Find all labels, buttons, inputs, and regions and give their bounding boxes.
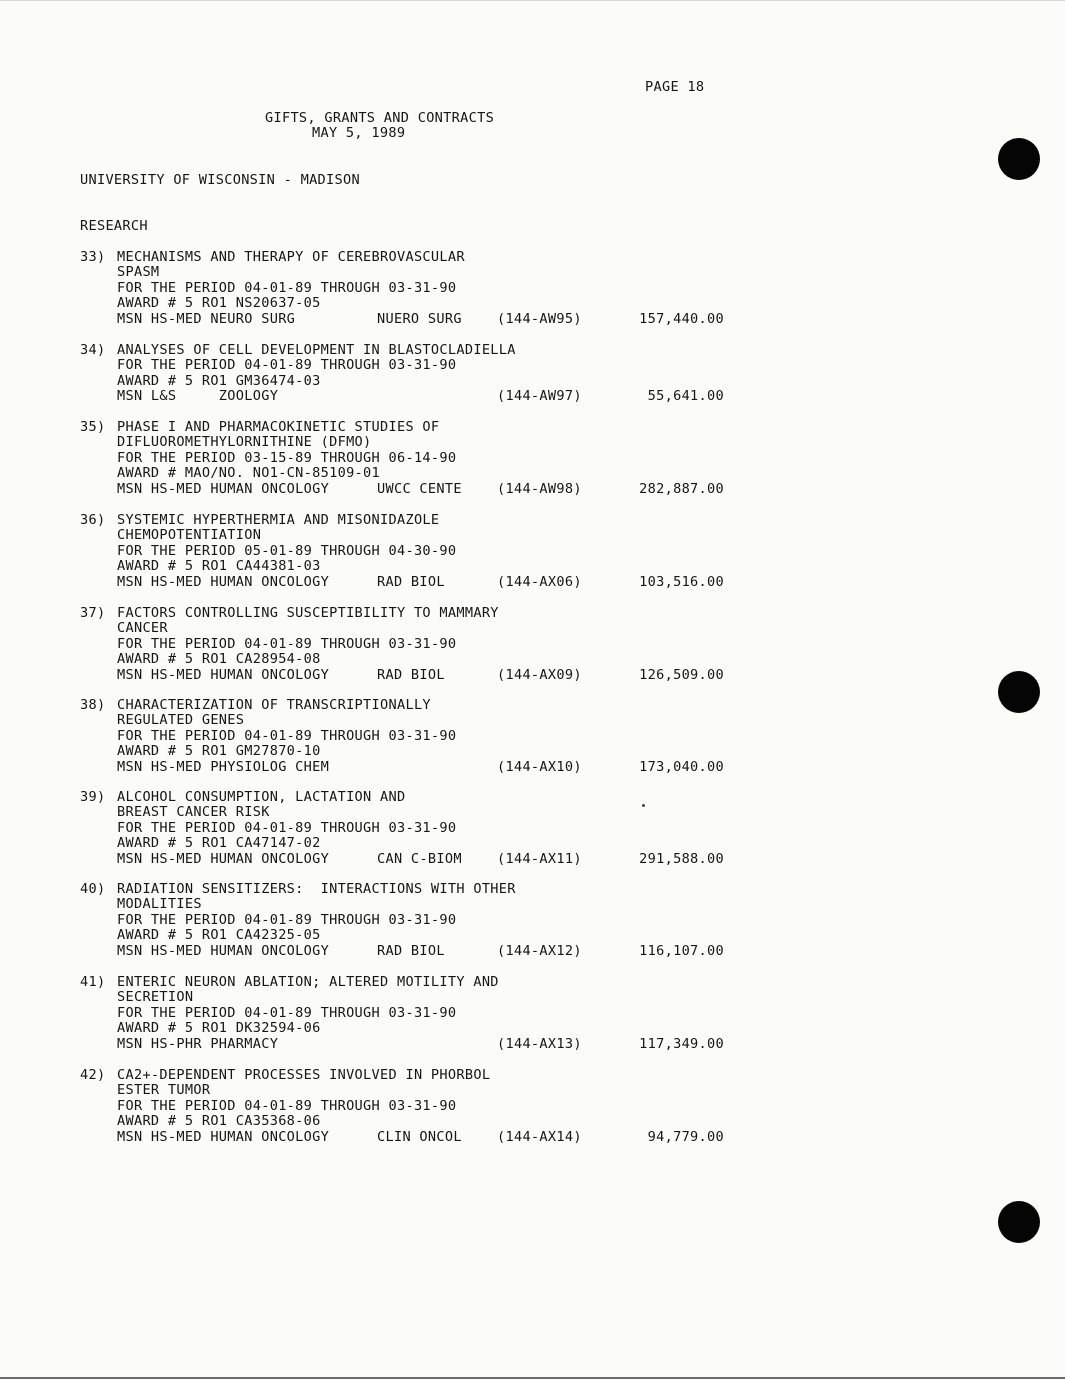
entry-award-number: AWARD # 5 RO1 CA28954-08 <box>117 651 321 668</box>
entry-amount: 116,107.00 <box>639 942 724 959</box>
entry-period: FOR THE PERIOD 04-01-89 THROUGH 03-31-90 <box>117 635 457 652</box>
entry-amount: 291,588.00 <box>639 850 724 867</box>
entry-number: 38) <box>80 697 106 713</box>
entry-msn: MSN HS-MED NEURO SURG <box>117 310 296 327</box>
entry-detail-row <box>117 388 724 405</box>
entry-department: RAD BIOL <box>377 573 445 590</box>
entry-award-number: AWARD # 5 RO1 NS20637-05 <box>117 295 321 312</box>
entry-award-number: AWARD # 5 RO1 GM36474-03 <box>117 372 321 389</box>
entry-title-line: MODALITIES <box>117 896 202 913</box>
entry-amount: 117,349.00 <box>639 1035 724 1052</box>
entry-detail-row <box>117 1035 724 1052</box>
entry-title-line: SECRETION <box>117 989 194 1006</box>
entry-number: 36) <box>80 512 106 528</box>
entry-body <box>117 342 724 405</box>
binder-hole-bottom <box>998 1201 1040 1243</box>
document-date: MAY 5, 1989 <box>312 125 406 141</box>
entry-msn: MSN L&S ZOOLOGY <box>117 388 279 405</box>
entry-detail-row <box>117 1128 724 1145</box>
entry-period: FOR THE PERIOD 04-01-89 THROUGH 03-31-90 <box>117 357 457 374</box>
entry-period: FOR THE PERIOD 05-01-89 THROUGH 04-30-90 <box>117 542 457 559</box>
entry-detail-row <box>117 480 724 497</box>
institution-name: UNIVERSITY OF WISCONSIN - MADISON <box>80 172 360 188</box>
entry-body <box>117 974 724 1052</box>
entry-number: 40) <box>80 881 106 897</box>
entry-msn: MSN HS-PHR PHARMACY <box>117 1035 279 1052</box>
entry-title-line: CANCER <box>117 620 168 637</box>
entry-amount: 126,509.00 <box>639 666 724 683</box>
entry-title-line: CHARACTERIZATION OF TRANSCRIPTIONALLY <box>117 697 431 713</box>
entry-award-number: AWARD # 5 RO1 CA42325-05 <box>117 927 321 944</box>
entry-title-line: SPASM <box>117 264 160 281</box>
entry-account: (144-AX13) <box>497 1035 582 1052</box>
entry-amount: 94,779.00 <box>647 1128 724 1145</box>
entry-period: FOR THE PERIOD 04-01-89 THROUGH 03-31-90 <box>117 279 457 296</box>
entry-account: (144-AX12) <box>497 942 582 959</box>
entry-award-number: AWARD # 5 RO1 CA44381-03 <box>117 558 321 575</box>
entry-account: (144-AW97) <box>497 388 582 405</box>
entry-title-line: ENTERIC NEURON ABLATION; ALTERED MOTILITY AND <box>117 974 499 990</box>
entry-detail-row <box>117 666 724 683</box>
entry-account: (144-AX06) <box>497 573 582 590</box>
entry-period: FOR THE PERIOD 03-15-89 THROUGH 06-14-90 <box>117 449 457 466</box>
top-edge-line <box>0 0 1065 1</box>
entry-department: RAD BIOL <box>377 666 445 683</box>
entry-msn: MSN HS-MED HUMAN ONCOLOGY <box>117 573 330 590</box>
entry-award-number: AWARD # 5 RO1 DK32594-06 <box>117 1020 321 1037</box>
entry-account: (144-AX11) <box>497 850 582 867</box>
entry-account: (144-AX09) <box>497 666 582 683</box>
entry-department: CAN C-BIOM <box>377 850 462 867</box>
page-number: PAGE 18 <box>645 79 705 95</box>
section-heading: RESEARCH <box>80 218 148 234</box>
entry-body <box>117 697 724 775</box>
entry-msn: MSN HS-MED HUMAN ONCOLOGY <box>117 942 330 959</box>
entry-number: 37) <box>80 605 106 621</box>
entry-title-line: SYSTEMIC HYPERTHERMIA AND MISONIDAZOLE <box>117 512 440 528</box>
document-title: GIFTS, GRANTS AND CONTRACTS <box>265 110 495 126</box>
entry-body <box>117 419 724 497</box>
scan-speck <box>642 804 645 807</box>
entry-title-line: ANALYSES OF CELL DEVELOPMENT IN BLASTOCLADIELLA <box>117 342 516 358</box>
entry-title-line: BREAST CANCER RISK <box>117 804 270 821</box>
entry-period: FOR THE PERIOD 04-01-89 THROUGH 03-31-90 <box>117 1004 457 1021</box>
entry-number: 42) <box>80 1067 106 1083</box>
entry-detail-row <box>117 573 724 590</box>
entry-account: (144-AX14) <box>497 1128 582 1145</box>
entry-period: FOR THE PERIOD 04-01-89 THROUGH 03-31-90 <box>117 819 457 836</box>
entry-msn: MSN HS-MED HUMAN ONCOLOGY <box>117 480 330 497</box>
entry-amount: 157,440.00 <box>639 310 724 327</box>
entry-body <box>117 881 724 959</box>
entry-title-line: DIFLUOROMETHYLORNITHINE (DFMO) <box>117 434 372 451</box>
entry-title-line: PHASE I AND PHARMACOKINETIC STUDIES OF <box>117 419 440 435</box>
entry-title-line: RADIATION SENSITIZERS: INTERACTIONS WITH OTHER <box>117 881 516 897</box>
entry-title-line: MECHANISMS AND THERAPY OF CEREBROVASCULAR <box>117 249 465 265</box>
entry-body <box>117 512 724 590</box>
entry-body <box>117 1067 724 1145</box>
entry-msn: MSN HS-MED HUMAN ONCOLOGY <box>117 850 330 867</box>
entry-number: 41) <box>80 974 106 990</box>
entry-department: CLIN ONCOL <box>377 1128 462 1145</box>
entry-amount: 103,516.00 <box>639 573 724 590</box>
entry-detail-row <box>117 942 724 959</box>
entry-account: (144-AX10) <box>497 758 582 775</box>
entry-department: NUERO SURG <box>377 310 462 327</box>
entry-msn: MSN HS-MED HUMAN ONCOLOGY <box>117 666 330 683</box>
entry-body <box>117 789 724 867</box>
entry-body <box>117 249 724 327</box>
entry-detail-row <box>117 310 724 327</box>
entry-amount: 173,040.00 <box>639 758 724 775</box>
entry-period: FOR THE PERIOD 04-01-89 THROUGH 03-31-90 <box>117 911 457 928</box>
entry-body <box>117 605 724 683</box>
entry-number: 35) <box>80 419 106 435</box>
entry-title-line: ALCOHOL CONSUMPTION, LACTATION AND <box>117 789 406 805</box>
entry-title-line: ESTER TUMOR <box>117 1082 211 1099</box>
bottom-edge-line <box>0 1377 1065 1379</box>
entry-title-line: CA2+-DEPENDENT PROCESSES INVOLVED IN PHORBOL <box>117 1067 491 1083</box>
entry-title-line: REGULATED GENES <box>117 712 245 729</box>
entry-title-line: FACTORS CONTROLLING SUSCEPTIBILITY TO MAMMARY <box>117 605 499 621</box>
entry-award-number: AWARD # 5 RO1 CA47147-02 <box>117 835 321 852</box>
entry-detail-row <box>117 758 724 775</box>
entry-number: 34) <box>80 342 106 358</box>
entry-award-number: AWARD # MAO/NO. NO1-CN-85109-01 <box>117 465 381 482</box>
entry-award-number: AWARD # 5 RO1 CA35368-06 <box>117 1113 321 1130</box>
entry-number: 33) <box>80 249 106 265</box>
entry-number: 39) <box>80 789 106 805</box>
entry-period: FOR THE PERIOD 04-01-89 THROUGH 03-31-90 <box>117 1097 457 1114</box>
entry-detail-row <box>117 850 724 867</box>
entry-msn: MSN HS-MED HUMAN ONCOLOGY <box>117 1128 330 1145</box>
entry-msn: MSN HS-MED PHYSIOLOG CHEM <box>117 758 330 775</box>
entry-period: FOR THE PERIOD 04-01-89 THROUGH 03-31-90 <box>117 727 457 744</box>
entry-amount: 55,641.00 <box>647 388 724 405</box>
entry-title-line: CHEMOPOTENTIATION <box>117 527 262 544</box>
entry-account: (144-AW95) <box>497 310 582 327</box>
entry-award-number: AWARD # 5 RO1 GM27870-10 <box>117 743 321 760</box>
entry-department: RAD BIOL <box>377 942 445 959</box>
binder-hole-middle <box>998 671 1040 713</box>
entry-account: (144-AW98) <box>497 480 582 497</box>
binder-hole-top <box>998 138 1040 180</box>
entry-amount: 282,887.00 <box>639 480 724 497</box>
entry-department: UWCC CENTE <box>377 480 462 497</box>
